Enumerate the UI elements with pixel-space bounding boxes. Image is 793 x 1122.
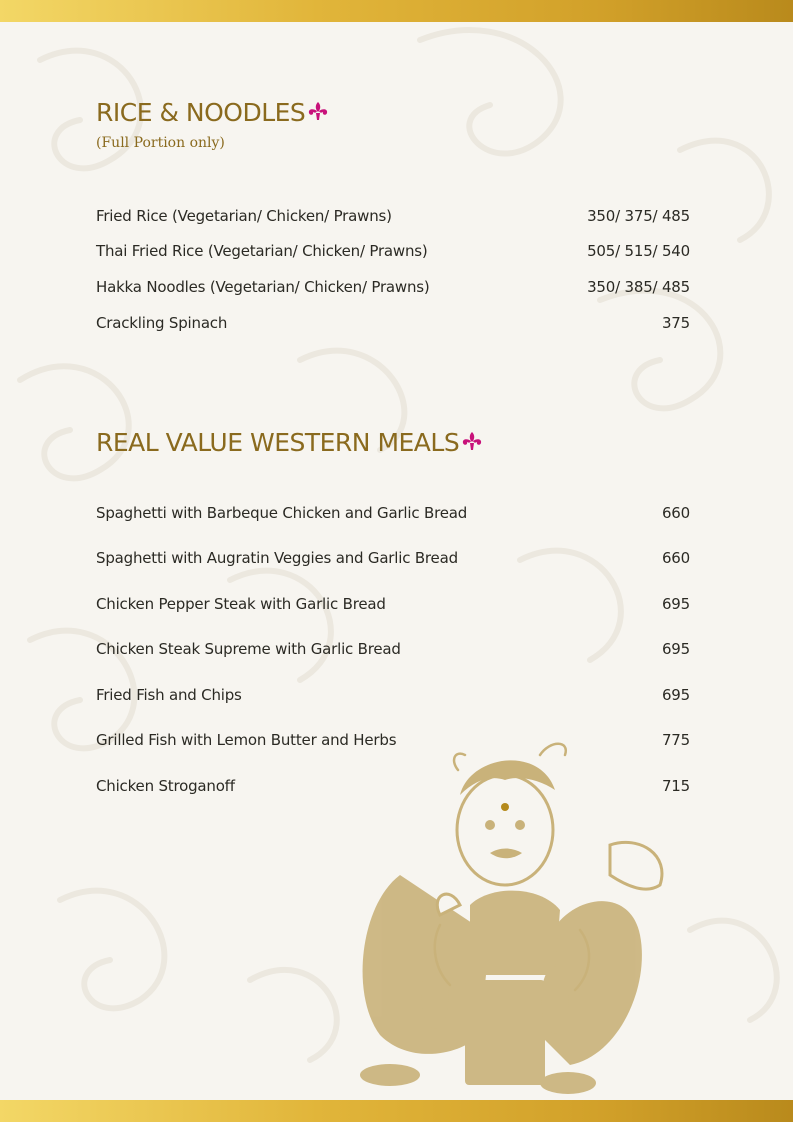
section-title-text: REAL VALUE WESTERN MEALS <box>96 428 460 457</box>
section-title-text: RICE & NOODLES <box>96 98 306 127</box>
section-title-rice-noodles <box>96 98 330 127</box>
menu-item-price: 660 <box>661 504 690 522</box>
menu-item <box>96 312 690 334</box>
menu-item-price: 350/ 375/ 485 <box>587 207 690 225</box>
menu-item-price: 505/ 515/ 540 <box>587 242 690 260</box>
fleur-de-lis-icon <box>306 99 330 123</box>
bottom-gold-bar <box>0 1100 793 1122</box>
mascot-illustration <box>340 735 690 1100</box>
menu-item-price: 660 <box>661 549 690 567</box>
menu-item-name: Chicken Pepper Steak with Garlic Bread <box>96 595 386 613</box>
menu-item-name: Fried Fish and Chips <box>96 686 242 704</box>
menu-item <box>96 502 690 524</box>
menu-item-price: 375 <box>661 314 690 332</box>
menu-item-name: Grilled Fish with Lemon Butter and Herbs <box>96 731 397 749</box>
section-title-western-meals <box>96 428 484 457</box>
menu-item <box>96 684 690 706</box>
menu-item-price: 775 <box>661 731 690 749</box>
menu-item <box>96 276 690 298</box>
menu-item <box>96 638 690 660</box>
menu-item-name: Crackling Spinach <box>96 314 228 332</box>
menu-item-name: Spaghetti with Augratin Veggies and Garlic Bread <box>96 549 458 567</box>
menu-item-name: Fried Rice (Vegetarian/ Chicken/ Prawns) <box>96 207 392 225</box>
menu-item-name: Chicken Steak Supreme with Garlic Bread <box>96 640 401 658</box>
fleur-de-lis-icon <box>460 429 484 453</box>
menu-item-price: 695 <box>661 595 690 613</box>
menu-item-price: 350/ 385/ 485 <box>587 278 690 296</box>
top-gold-bar <box>0 0 793 22</box>
menu-item-name: Chicken Stroganoff <box>96 777 235 795</box>
menu-item <box>96 205 690 227</box>
menu-item-name: Spaghetti with Barbeque Chicken and Garlic Bread <box>96 504 468 522</box>
menu-item-name: Hakka Noodles (Vegetarian/ Chicken/ Prawns) <box>96 278 430 296</box>
menu-item-name: Thai Fried Rice (Vegetarian/ Chicken/ Prawns) <box>96 242 428 260</box>
menu-item-price: 695 <box>661 686 690 704</box>
menu-item <box>96 240 690 262</box>
menu-item <box>96 593 690 615</box>
menu-item <box>96 547 690 569</box>
menu-item-price: 715 <box>661 777 690 795</box>
menu-item-price: 695 <box>661 640 690 658</box>
section-subtitle: (Full Portion only) <box>96 135 225 151</box>
